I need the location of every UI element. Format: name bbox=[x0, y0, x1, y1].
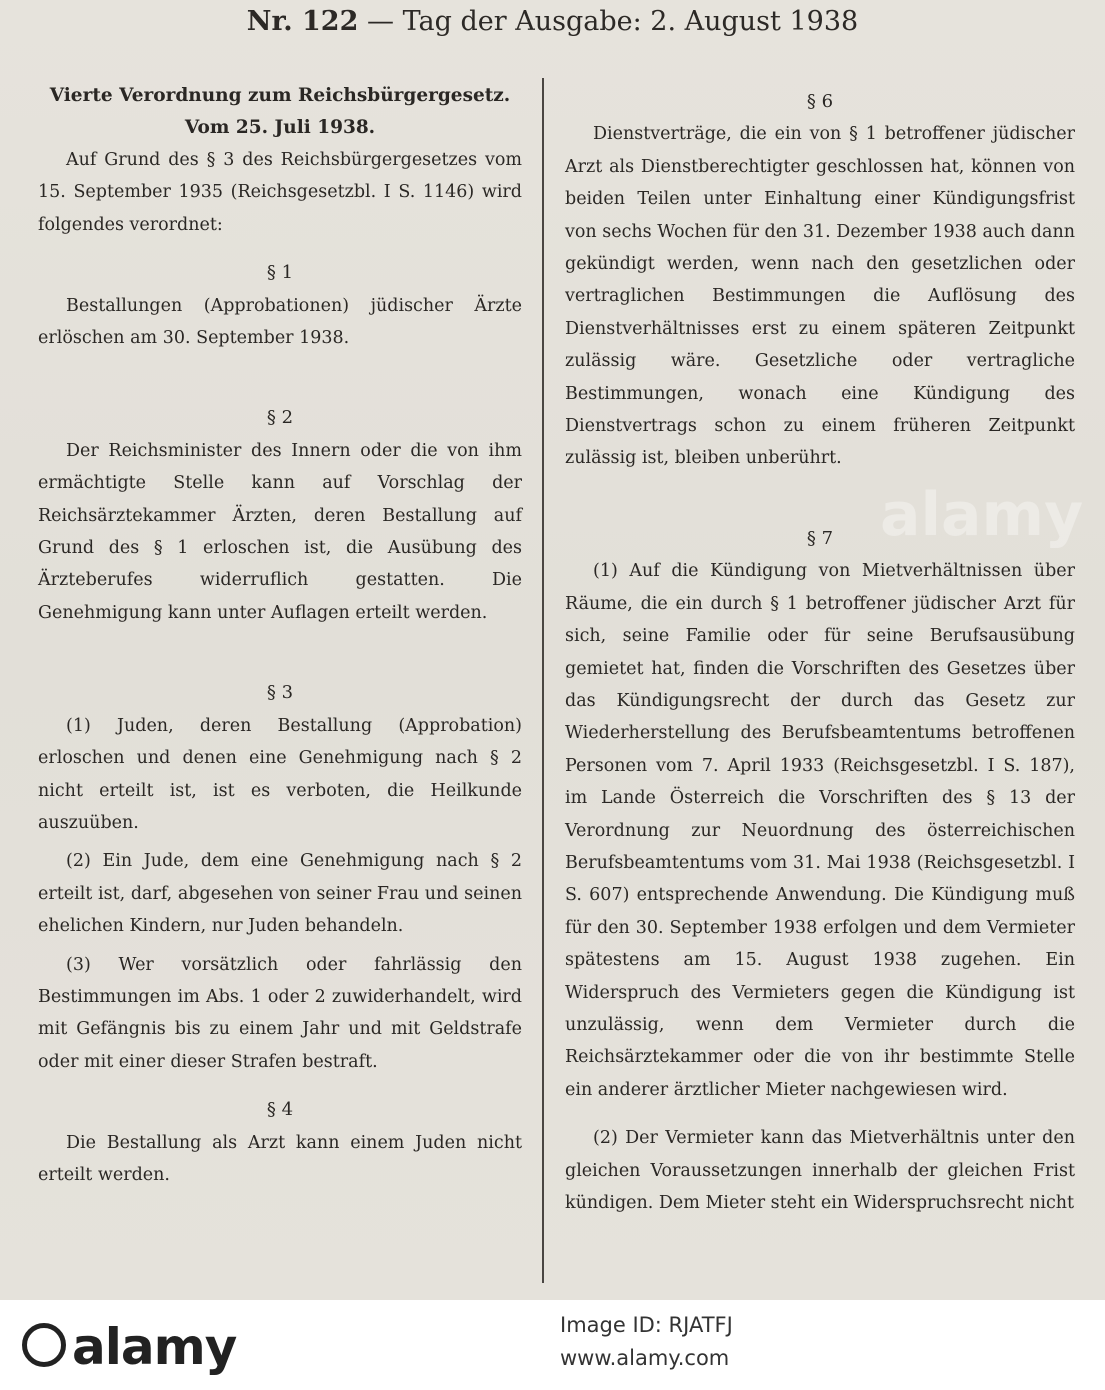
alamy-logo-text: alamy bbox=[72, 1318, 237, 1376]
section-7-paragraph-1: (1) Auf die Kündigung von Mietverhältnissen über Räume, die ein durch § 1 betroffener jüdischer Arzt für sich, seine Familie oder für seine Berufsausübung gemietet hat, finden die Vorschriften des Gesetzes über das Kündigungsrecht der durch das Gesetz zur Wiederherstellung des Berufsbeamtentums betroffenen Personen vom 7. April 1933 (Reichsgesetzbl. I S. 187), im Lande Österreich die Vorschriften des § 13 der Verordnung zur Neuordnung des österreichischen Berufsbeamtentums vom 31. Mai 1938 (Reichsgesetzbl. I S. 607) entsprechende Anwendung. Die Kündigung muß für den 30. September 1938 erfolgen und dem Vermieter spätestens am 15. August 1938 zugehen. Ein Widerspruch des Vermieters gegen die Kündigung ist unzulässig, wenn dem Vermieter durch die Reichsärztekammer oder die von ihr bestimmte Stelle ein anderer ärztlicher Mieter nachgewiesen wird. bbox=[565, 561, 1075, 1100]
section-3-paragraph-3: (3) Wer vorsätzlich oder fahrlässig den Bestimmungen im Abs. 1 oder 2 zuwiderhandelt, wird mit Gefängnis bis zu einem Jahr und mit Geldstrafe oder mit einer dieser Strafen bestraft. bbox=[38, 954, 522, 1072]
alamy-logo-icon bbox=[22, 1323, 66, 1367]
stock-footer bbox=[0, 1300, 1105, 1390]
column-divider bbox=[542, 78, 544, 1283]
ordinance-date: Vom 25. Juli 1938. bbox=[184, 117, 376, 138]
section-3-heading: § 3 bbox=[266, 682, 294, 704]
section-2-heading: § 2 bbox=[266, 407, 294, 429]
right-column bbox=[565, 86, 1075, 1219]
section-2-text: Der Reichsminister des Innern oder die von ihm ermächtigte Stelle kann auf Vorschlag der Reichsärztekammer Ärzten, deren Bestallung auf Grund des § 1 erloschen ist, die Ausübung des Ärzteberufes widerruflich gestatten. Die Genehmigung kann unter Auflagen erteilt werden. bbox=[38, 440, 522, 623]
ordinance-title: Vierte Verordnung zum Reichsbürgergesetz. bbox=[49, 85, 511, 106]
preamble: Auf Grund des § 3 des Reichsbürgergesetzes vom 15. September 1935 (Reichsgesetzbl. I S. 1146) wird folgendes verordnet: bbox=[38, 150, 522, 235]
masthead bbox=[0, 4, 1105, 40]
section-1-heading: § 1 bbox=[266, 262, 294, 284]
section-7-paragraph-2: (2) Der Vermieter kann das Mietverhältnis unter den gleichen Voraussetzungen innerhalb der gleichen Frist kündigen. Dem Mieter steht ein Widerspruchsrecht nicht bbox=[565, 1128, 1075, 1213]
alamy-logo bbox=[22, 1318, 236, 1376]
image-id: Image ID: RJATFJ bbox=[560, 1313, 733, 1337]
section-4-heading: § 4 bbox=[266, 1099, 294, 1121]
section-7-heading: § 7 bbox=[806, 527, 834, 549]
section-3-paragraph-1: (1) Juden, deren Bestallung (Approbation) erloschen und denen eine Genehmigung nach § 2 nicht erteilt ist, ist es verboten, die Heilkunde auszuüben. bbox=[38, 715, 522, 833]
section-6-heading: § 6 bbox=[806, 91, 834, 112]
left-column bbox=[38, 80, 522, 1191]
section-3-paragraph-2: (2) Ein Jude, dem eine Genehmigung nach § 2 erteilt ist, darf, abgesehen von seiner Frau und seinen ehelichen Kindern, nur Juden behandeln. bbox=[38, 851, 522, 937]
section-1-text: Bestallungen (Approbationen) jüdischer Ärzte erlöschen am 30. September 1938. bbox=[38, 295, 522, 349]
watermark-overlay: alamy bbox=[880, 480, 1084, 550]
issue-date: Tag der Ausgabe: 2. August 1938 bbox=[402, 6, 859, 37]
stock-url: www.alamy.com bbox=[560, 1346, 730, 1370]
issue-number: Nr. 122 bbox=[246, 6, 359, 37]
masthead-dash: — bbox=[366, 6, 394, 37]
section-4-text: Die Bestallung als Arzt kann einem Juden nicht erteilt werden. bbox=[38, 1132, 522, 1185]
section-6-text: Dienstverträge, die ein von § 1 betroffener jüdischer Arzt als Dienstberechtigter geschlossen hat, können von beiden Teilen unter Einhaltung einer Kündigungsfrist von sechs Wochen für den 31. Dezember 1938 auch dann gekündigt werden, wenn nach den gesetzlichen oder vertraglichen Bestimmungen die Auflösung des Dienstverhältnisses erst zu einem späteren Zeitpunkt zulässig wäre. Gesetzliche oder vertragliche Bestimmungen, wonach eine Kündigung des Dienstvertrags schon zu einem früheren Zeitpunkt zulässig ist, bleiben unberührt. bbox=[565, 124, 1075, 469]
